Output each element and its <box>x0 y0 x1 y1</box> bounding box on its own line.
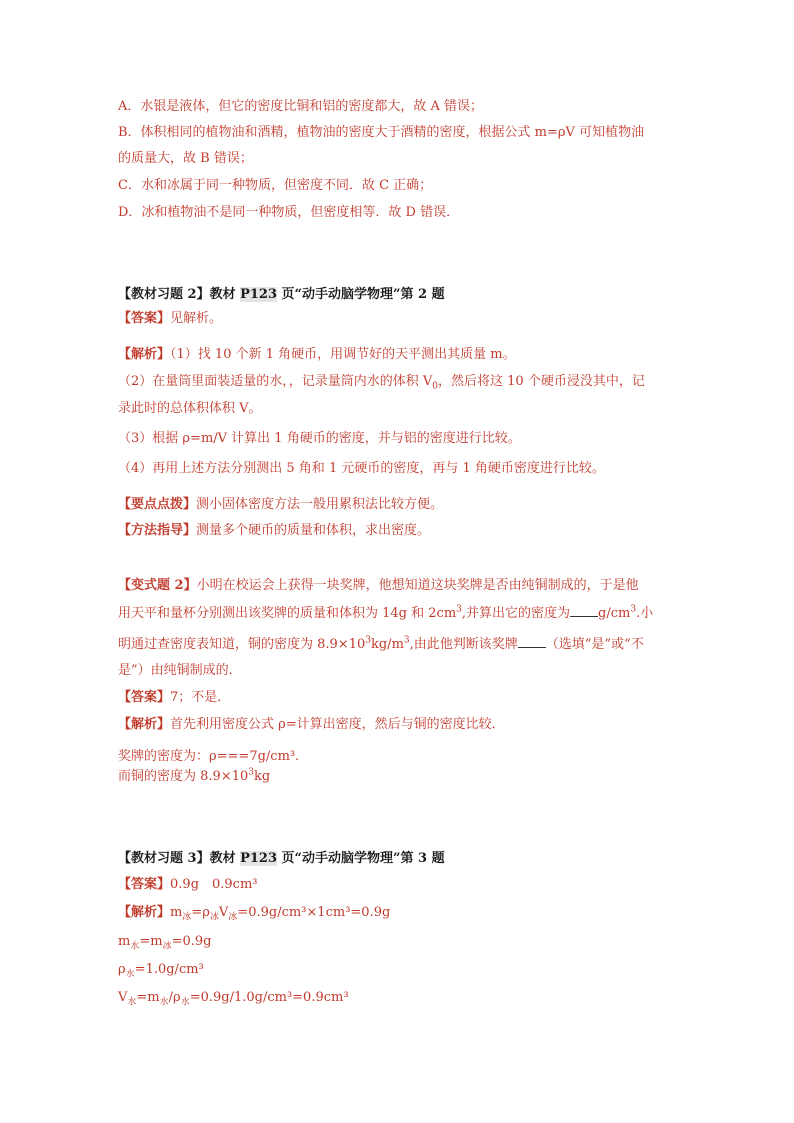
exercise-2-method: 【方法指导】测量多个硬币的质量和体积，求出密度。 <box>118 523 431 538</box>
variant-2-calc-2: 而铜的密度为 $8.9\times 10^3kg$ <box>118 767 271 784</box>
exercise-3-formula-4: $V_水=m_水/\rho_水=0.9g/1.0g/cm^3=0.9cm^3$ <box>118 990 349 1008</box>
exercise-3-formula-3: $\rho_水=1.0g$/cm³ <box>118 962 204 980</box>
exercise-2-step1: 【解析】（1）找 10 个新 1 角硬币，用调节好的天平测出其质量 m。 <box>118 347 516 362</box>
variant-2-question-2: 用天平和量杯分别测出该奖牌的质量和体积为 14g 和 $2cm^3$,并算出它的密度为 $g/cm^3$.小 <box>118 604 654 621</box>
option-b-text-2: 的质量大，故 B 错误； <box>118 151 253 166</box>
exercise-2-step2a: （2）在量筒里面装适量的水，，记录量筒内水的体积 $V_0$，然后将这 10 个硬币浸没其中，记 <box>118 374 645 392</box>
exercise-2-step2b: 录此时的总体积体积 V。 <box>118 401 262 416</box>
variant-2-question-1: 【变式题 2】小明在校运会上获得一块奖牌，他想知道这块奖牌是否由纯铜制成的，于是他 <box>118 578 639 593</box>
exercise-2-answer: 【答案】见解析。 <box>118 311 223 326</box>
exercise-3-formula-2: $m_水=m_冰=0.9g$ <box>118 934 212 952</box>
answer-blank-2[interactable] <box>518 635 546 648</box>
exercise-2-step4: （4）再用上述方法分别测出 5 角和 1 元硬币的密度，再与 1 角硬币密度进行比较。 <box>118 461 605 476</box>
exercise-3-title: 【教材习题 3】教材 P123 页“动手动脑学物理”第 3 题 <box>118 851 445 866</box>
variant-2-question-4: 是”）由纯铜制成的． <box>118 663 242 678</box>
exercise-2-title: 【教材习题 2】教材 P123 页“动手动脑学物理”第 2 题 <box>118 287 445 302</box>
option-b-text-1: B．体积相同的植物油和酒精，植物油的密度大于酒精的密度，根据公式 m=ρV 可知植物油 <box>118 125 645 140</box>
exercise-3-formula-1: 【解析】$m_冰=\rho_冰V_冰=0.9g/cm^3\times 1cm^3=0.9g$ <box>118 905 391 923</box>
answer-label: 【答案】 <box>118 311 171 326</box>
exercise-2-step3: （3）根据 ρ=m/V 计算出 1 角硬币的密度，并与铝的密度进行比较。 <box>118 431 521 446</box>
option-d-text: D．冰和植物油不是同一种物质，但密度相等．故 D 错误． <box>118 205 460 220</box>
exercise-2-key-point: 【要点点拨】测小固体密度方法一般用累积法比较方便。 <box>118 497 444 512</box>
option-a-text: A．水银是液体，但它的密度比铜和铝的密度都大，故 A 错误； <box>118 99 484 114</box>
variant-2-analysis: 【解析】首先利用密度公式 ρ=计算出密度，然后与铜的密度比较． <box>118 717 505 732</box>
variant-2-answer: 【答案】7；不是． <box>118 690 231 705</box>
exercise-3-answer: 【答案】0.9g 0.9cm³ <box>118 877 258 892</box>
answer-blank-1[interactable] <box>570 604 598 617</box>
variant-2-calc-1: 奖牌的密度为：ρ===7g/cm³． <box>118 749 309 764</box>
analysis-label: 【解析】 <box>118 347 171 362</box>
option-c-text: C．水和冰属于同一种物质，但密度不同．故 C 正确； <box>118 178 433 193</box>
variant-2-question-3: 明通过查密度表知道，铜的密度为 $8.9\times 10^3kg/m^3$,由此他判断该奖牌 （选填“是”或“不 <box>118 635 644 652</box>
